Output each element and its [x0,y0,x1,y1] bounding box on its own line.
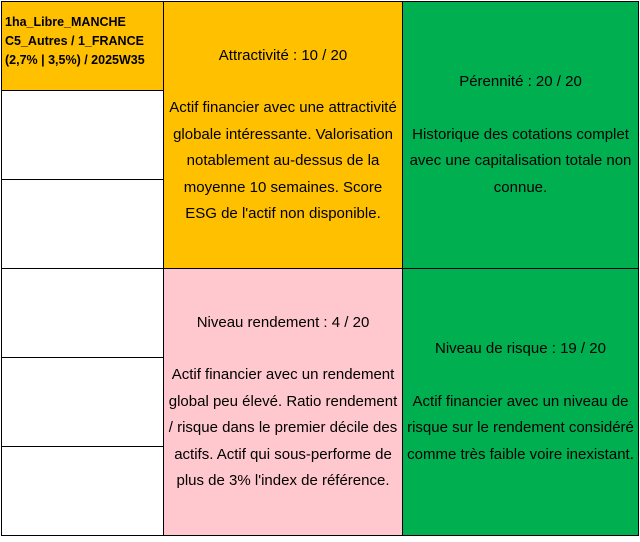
blank-cell [1,179,164,269]
perennite-title: Pérennité : 20 / 20 [459,73,582,90]
rendement-card [163,268,403,536]
risque-card [402,268,639,536]
risque-title: Niveau de risque : 19 / 20 [435,340,606,357]
blank-cell [1,90,164,180]
blank-cell [1,446,164,536]
perennite-description: Historique des cotations complet avec une capitalisation totale non connue. [409,125,632,196]
rendement-title: Niveau rendement : 4 / 20 [196,313,370,331]
asset-name: 1ha_Libre_MANCHE [5,15,126,29]
asset-period: (2,7% | 3,5%) / 2025W35 [5,53,145,67]
perennite-card [402,1,639,269]
blank-cell [1,357,164,447]
rendement-description: Actif financier avec un rendement global peu élevé. Ratio rendement / risque dans le premier décile des actifs. Actif qui sous-performe de plus de 3% l'index de référence. [168,366,398,489]
asset-category: C5_Autres / 1_FRANCE [5,34,144,48]
attractivite-title: Attractivité : 10 / 20 [218,46,348,64]
risque-description: Actif financier avec un niveau de risque sur le rendement considéré comme très faible voire inexistant. [407,392,634,463]
asset-label-cell [1,1,164,91]
attractivite-card [163,1,403,269]
blank-cell [1,268,164,358]
attractivite-description: Actif financier avec une attractivité globale intéressante. Valorisation notablement au-dessus de la moyenne 10 semaines. Score ESG de l'actif non disponible. [169,99,397,222]
